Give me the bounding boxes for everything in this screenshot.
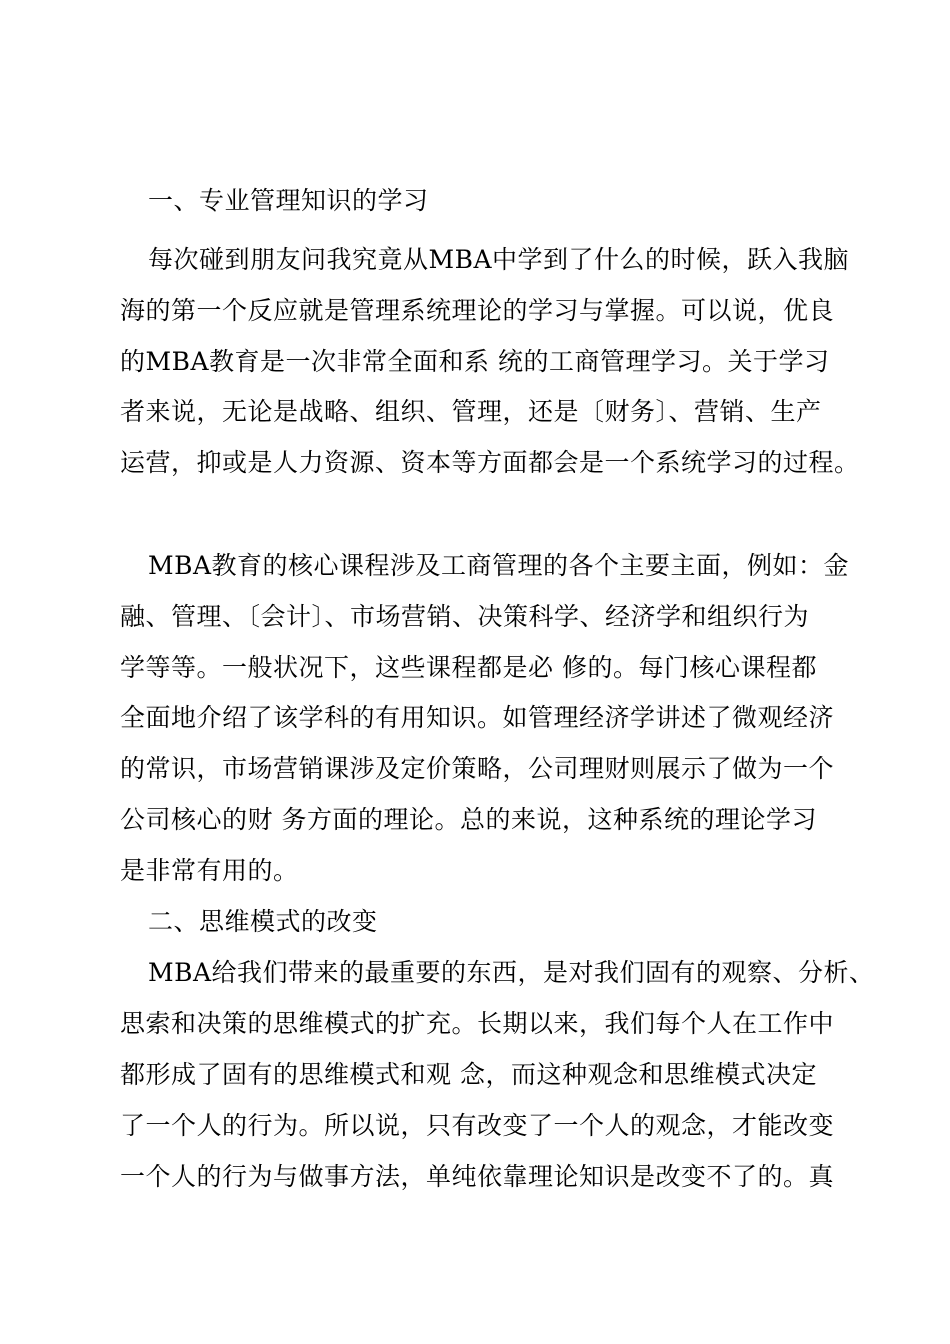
paragraph-1-line-3: 的MBA教育是一次非常全面和系 统的工商管理学习。关于学习 xyxy=(120,347,830,376)
paragraph-2-line-6: 公司核心的财 务方面的理论。总的来说，这种系统的理论学习 xyxy=(120,805,817,834)
paragraph-1-line-2: 海的第一个反应就是管理系统理论的学习与掌握。可以说，优良 xyxy=(120,296,835,325)
paragraph-3-line-3: 都形成了固有的思维模式和观 念，而这种观念和思维模式决定 xyxy=(120,1060,817,1089)
paragraph-3-line-4: 了一个人的行为。所以说，只有改变了一个人的观念，才能改变 xyxy=(120,1111,835,1140)
paragraph-2-line-2: 融、管理、〔会计〕、市场营销、决策科学、经济学和组织行为 xyxy=(120,602,810,631)
paragraph-2-line-7: 是非常有用的。 xyxy=(120,856,299,885)
paragraph-2-line-4: 全面地介绍了该学科的有用知识。如管理经济学讲述了微观经济 xyxy=(120,703,835,732)
section-heading-1: 一、专业管理知识的学习 xyxy=(148,186,429,215)
paragraph-1-line-4: 者来说，无论是战略、组织、管理，还是〔财务〕、营销、生产 xyxy=(120,397,822,426)
paragraph-3-line-5: 一个人的行为与做事方法，单纯依靠理论知识是改变不了的。真 xyxy=(120,1162,835,1191)
paragraph-1-line-5: 运营，抑或是人力资源、资本等方面都会是一个系统学习的过程。 xyxy=(120,448,860,477)
paragraph-2-line-3: 学等等。一般状况下，这些课程都是必 修的。每门核心课程都 xyxy=(120,653,817,682)
paragraph-2-line-5: 的常识，市场营销课涉及定价策略，公司理财则展示了做为一个 xyxy=(120,754,835,783)
paragraph-2-line-1: MBA教育的核心课程涉及工商管理的各个主要主面，例如：金 xyxy=(148,551,850,580)
paragraph-3-line-2: 思索和决策的思维模式的扩充。长期以来，我们每个人在工作中 xyxy=(120,1009,835,1038)
section-heading-2: 二、思维模式的改变 xyxy=(148,907,378,936)
paragraph-1-line-1: 每次碰到朋友问我究竟从MBA中学到了什么的时候，跃入我脑 xyxy=(148,245,850,274)
paragraph-3-line-1: MBA给我们带来的最重要的东西，是对我们固有的观察、分析、 xyxy=(148,958,875,987)
